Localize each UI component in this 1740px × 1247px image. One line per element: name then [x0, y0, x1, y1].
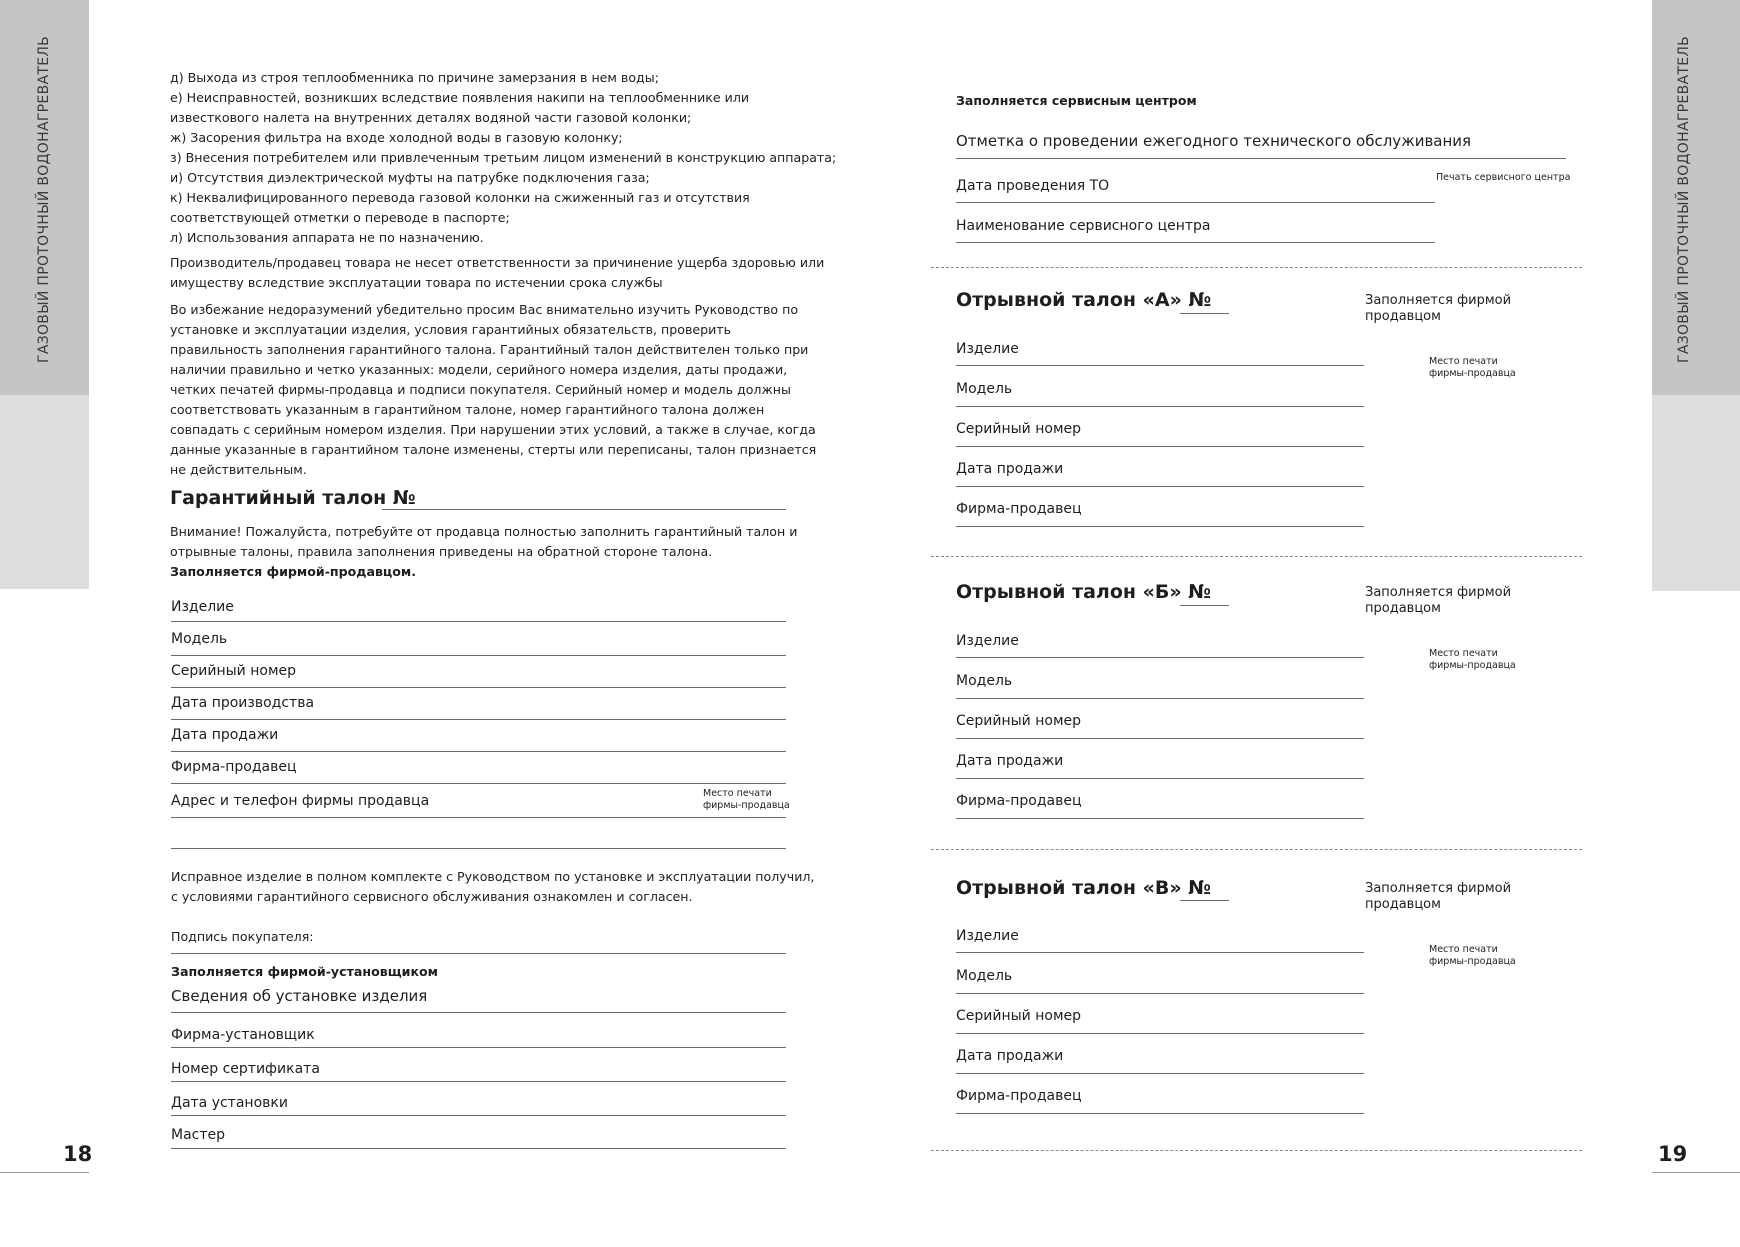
field-line-seller-address[interactable]: [171, 817, 786, 818]
stamp-line: Место печати: [703, 788, 772, 799]
cut-line: [931, 1150, 1582, 1151]
stub-a-line-sale-date[interactable]: [956, 486, 1364, 487]
stub-b-line-model[interactable]: [956, 698, 1364, 699]
paragraph-line: отрывные талоны, правила заполнения приведены на обратной стороне талона.: [170, 544, 713, 559]
list-line: з) Внесения потребителем или привлеченным третьим лицом изменений в конструкцию аппарата;: [170, 150, 837, 165]
stub-a-field-sale-date: Дата продажи: [956, 461, 1064, 477]
paragraph-line: установке и эксплуатации изделия, условия гарантийных обязательств, проверить: [170, 322, 732, 337]
cut-line: [931, 849, 1582, 850]
filled-by-seller-label: Заполняется фирмой-продавцом.: [170, 564, 416, 579]
stub-b-line-product[interactable]: [956, 657, 1364, 658]
page-number-right-rule: [1652, 1172, 1740, 1173]
list-line: л) Использования аппарата не по назначению.: [170, 230, 484, 245]
service-center-heading: Заполняется сервисным центром: [956, 93, 1197, 108]
receipt-paragraph: [171, 867, 814, 907]
field-label-seller-address: Адрес и телефон фирмы продавца: [171, 793, 430, 809]
stub-a-filled-by-note: [1365, 293, 1511, 325]
service-stamp-label: Печать сервисного центра: [1436, 172, 1571, 183]
stub-b-number-line[interactable]: [1180, 605, 1229, 606]
stub-a-line-product[interactable]: [956, 365, 1364, 366]
stub-a-title: Отрывной талон «А» №: [956, 289, 1212, 311]
exclusions-list: [170, 68, 836, 248]
install-info-line[interactable]: [171, 1012, 786, 1013]
field-line-install-date[interactable]: [171, 1115, 786, 1116]
paragraph-line: Исправное изделие в полном комплекте с Руководством по установке и эксплуатации получил,: [171, 869, 815, 884]
attention-paragraph: [170, 522, 797, 582]
paragraph-line: правильность заполнения гарантийного талона. Гарантийный талон действителен только при: [170, 342, 809, 357]
field-line-installer[interactable]: [171, 1047, 786, 1048]
note-line: продавцом: [1365, 897, 1441, 912]
stub-b-field-product: Изделие: [956, 633, 1019, 649]
stub-b-stamp-label: [1429, 648, 1516, 672]
left-side-tab-lower: [0, 395, 89, 589]
list-line: соответствующей отметки о переводе в паспорте;: [170, 210, 510, 225]
stub-a-line-seller[interactable]: [956, 526, 1364, 527]
stub-v-line-product[interactable]: [956, 952, 1364, 953]
stub-a-field-model: Модель: [956, 381, 1013, 397]
stub-b-title: Отрывной талон «Б» №: [956, 581, 1212, 603]
page-number-right: 19: [1658, 1142, 1688, 1166]
buyer-signature-label: Подпись покупателя:: [171, 929, 314, 944]
stub-v-line-sale-date[interactable]: [956, 1073, 1364, 1074]
field-line-model[interactable]: [171, 655, 786, 656]
right-side-tab-lower: [1652, 395, 1740, 591]
field-label-seller: Фирма-продавец: [171, 759, 297, 775]
stub-v-field-product: Изделие: [956, 928, 1019, 944]
field-line-master[interactable]: [171, 1148, 786, 1149]
field-label-product: Изделие: [171, 599, 234, 615]
stub-v-field-seller: Фирма-продавец: [956, 1088, 1082, 1104]
filled-by-installer-label: Заполняется фирмой-установщиком: [171, 964, 438, 979]
stub-a-line-serial[interactable]: [956, 446, 1364, 447]
page-number-left-rule: [0, 1172, 89, 1173]
stamp-line: фирмы-продавца: [1429, 660, 1516, 671]
service-date-label: Дата проведения ТО: [956, 178, 1110, 194]
paragraph-line: совпадать с серийным номером изделия. При нарушении этих условий, а также в случае, когда: [170, 422, 816, 437]
paragraph-line: наличии правильно и четко указанных: модели, серийного номера изделия, даты продажи,: [170, 362, 788, 377]
service-date-line[interactable]: [956, 202, 1435, 203]
stub-b-line-seller[interactable]: [956, 818, 1364, 819]
note-line: продавцом: [1365, 309, 1441, 324]
list-line: е) Неисправностей, возникших вследствие появления накипи на теплообменнике или: [170, 90, 750, 105]
page-number-left: 18: [63, 1142, 93, 1166]
field-line-serial[interactable]: [171, 687, 786, 688]
stub-v-stamp-label: [1429, 944, 1516, 968]
stub-v-line-seller[interactable]: [956, 1113, 1364, 1114]
field-line-seller-address-2[interactable]: [171, 848, 786, 849]
annual-service-mark-label: Отметка о проведении ежегодного технического обслуживания: [956, 132, 1472, 150]
stamp-line: Место печати: [1429, 648, 1498, 659]
stub-a-number-line[interactable]: [1180, 313, 1229, 314]
paragraph-line: Производитель/продавец товара не несет ответственности за причинение ущерба здоровью или: [170, 255, 825, 270]
field-line-production-date[interactable]: [171, 719, 786, 720]
stub-b-filled-by-note: [1365, 585, 1511, 617]
paragraph-line: не действительным.: [170, 462, 307, 477]
stub-b-field-serial: Серийный номер: [956, 713, 1082, 729]
field-line-certificate[interactable]: [171, 1081, 786, 1082]
install-info-label: Сведения об установке изделия: [171, 987, 428, 1005]
field-line-seller[interactable]: [171, 783, 786, 784]
service-center-name-label: Наименование сервисного центра: [956, 218, 1211, 234]
stamp-line: фирмы-продавца: [1429, 368, 1516, 379]
list-line: к) Неквалифицированного перевода газовой колонки на сжиженный газ и отсутствия: [170, 190, 750, 205]
stub-a-stamp-label: [1429, 356, 1516, 380]
stub-v-line-serial[interactable]: [956, 1033, 1364, 1034]
stub-b-line-sale-date[interactable]: [956, 778, 1364, 779]
field-label-model: Модель: [171, 631, 228, 647]
list-line: ж) Засорения фильтра на входе холодной воды в газовую колонку;: [170, 130, 623, 145]
stamp-line: фирмы-продавца: [703, 800, 790, 811]
stub-a-field-product: Изделие: [956, 341, 1019, 357]
list-line: известкового налета на внутренних деталях водяной части газовой колонки;: [170, 110, 692, 125]
field-label-certificate: Номер сертификата: [171, 1061, 320, 1077]
paragraph-line: с условиями гарантийного сервисного обслуживания ознакомлен и согласен.: [171, 889, 693, 904]
stamp-line: фирмы-продавца: [1429, 956, 1516, 967]
buyer-signature-line[interactable]: [171, 953, 786, 954]
stub-v-number-line[interactable]: [1180, 900, 1229, 901]
note-line: Заполняется фирмой: [1365, 881, 1512, 896]
annual-service-mark-line[interactable]: [956, 158, 1566, 159]
paragraph-line: Внимание! Пожалуйста, потребуйте от продавца полностью заполнить гарантийный талон и: [170, 524, 798, 539]
field-label-install-date: Дата установки: [171, 1095, 288, 1111]
stub-v-field-serial: Серийный номер: [956, 1008, 1082, 1024]
paragraph-line: имуществу вследствие эксплуатации товара по истечении срока службы: [170, 275, 663, 290]
field-label-serial: Серийный номер: [171, 663, 297, 679]
warranty-number-line[interactable]: [382, 509, 786, 510]
stub-b-field-sale-date: Дата продажи: [956, 753, 1064, 769]
service-center-name-line[interactable]: [956, 242, 1435, 243]
paragraph-line: данные указанные в гарантийном талоне изменены, стерты или переписаны, талон признается: [170, 442, 817, 457]
stamp-line: Место печати: [1429, 356, 1498, 367]
warranty-card-title: Гарантийный талон №: [170, 487, 416, 509]
left-side-title: ГАЗОВЫЙ ПРОТОЧНЫЙ ВОДОНАГРЕВАТЕЛЬ: [36, 35, 52, 363]
field-line-product[interactable]: [171, 621, 786, 622]
field-label-master: Мастер: [171, 1127, 226, 1143]
paragraph-line: соответствовать указанным в гарантийном талоне, номер гарантийного талона должен: [170, 402, 765, 417]
notice-paragraph: [170, 300, 816, 480]
right-side-tab: [1652, 0, 1740, 395]
stub-a-line-model[interactable]: [956, 406, 1364, 407]
stub-a-field-seller: Фирма-продавец: [956, 501, 1082, 517]
stub-b-field-model: Модель: [956, 673, 1013, 689]
stub-b-line-serial[interactable]: [956, 738, 1364, 739]
note-line: Заполняется фирмой: [1365, 585, 1512, 600]
paragraph-line: четких печатей фирмы-продавца и подписи покупателя. Серийный номер и модель должны: [170, 382, 791, 397]
stamp-line: Место печати: [1429, 944, 1498, 955]
stub-b-field-seller: Фирма-продавец: [956, 793, 1082, 809]
list-line: и) Отсутствия диэлектрической муфты на патрубке подключения газа;: [170, 170, 650, 185]
note-line: продавцом: [1365, 601, 1441, 616]
cut-line: [931, 556, 1582, 557]
stub-a-field-serial: Серийный номер: [956, 421, 1082, 437]
field-line-sale-date[interactable]: [171, 751, 786, 752]
note-line: Заполняется фирмой: [1365, 293, 1512, 308]
field-label-production-date: Дата производства: [171, 695, 315, 711]
field-label-sale-date: Дата продажи: [171, 727, 279, 743]
liability-paragraph: [170, 253, 824, 293]
paragraph-line: Во избежание недоразумений убедительно просим Вас внимательно изучить Руководство по: [170, 302, 799, 317]
cut-line: [931, 267, 1582, 268]
stub-v-title: Отрывной талон «В» №: [956, 877, 1212, 899]
list-line: д) Выхода из строя теплообменника по причине замерзания в нем воды;: [170, 70, 659, 85]
right-side-title: ГАЗОВЫЙ ПРОТОЧНЫЙ ВОДОНАГРЕВАТЕЛЬ: [1676, 35, 1692, 363]
stub-v-filled-by-note: [1365, 881, 1511, 913]
stub-v-field-sale-date: Дата продажи: [956, 1048, 1064, 1064]
stub-v-field-model: Модель: [956, 968, 1013, 984]
stub-v-line-model[interactable]: [956, 993, 1364, 994]
field-label-installer: Фирма-установщик: [171, 1027, 315, 1043]
stamp-place-label: [703, 788, 790, 812]
